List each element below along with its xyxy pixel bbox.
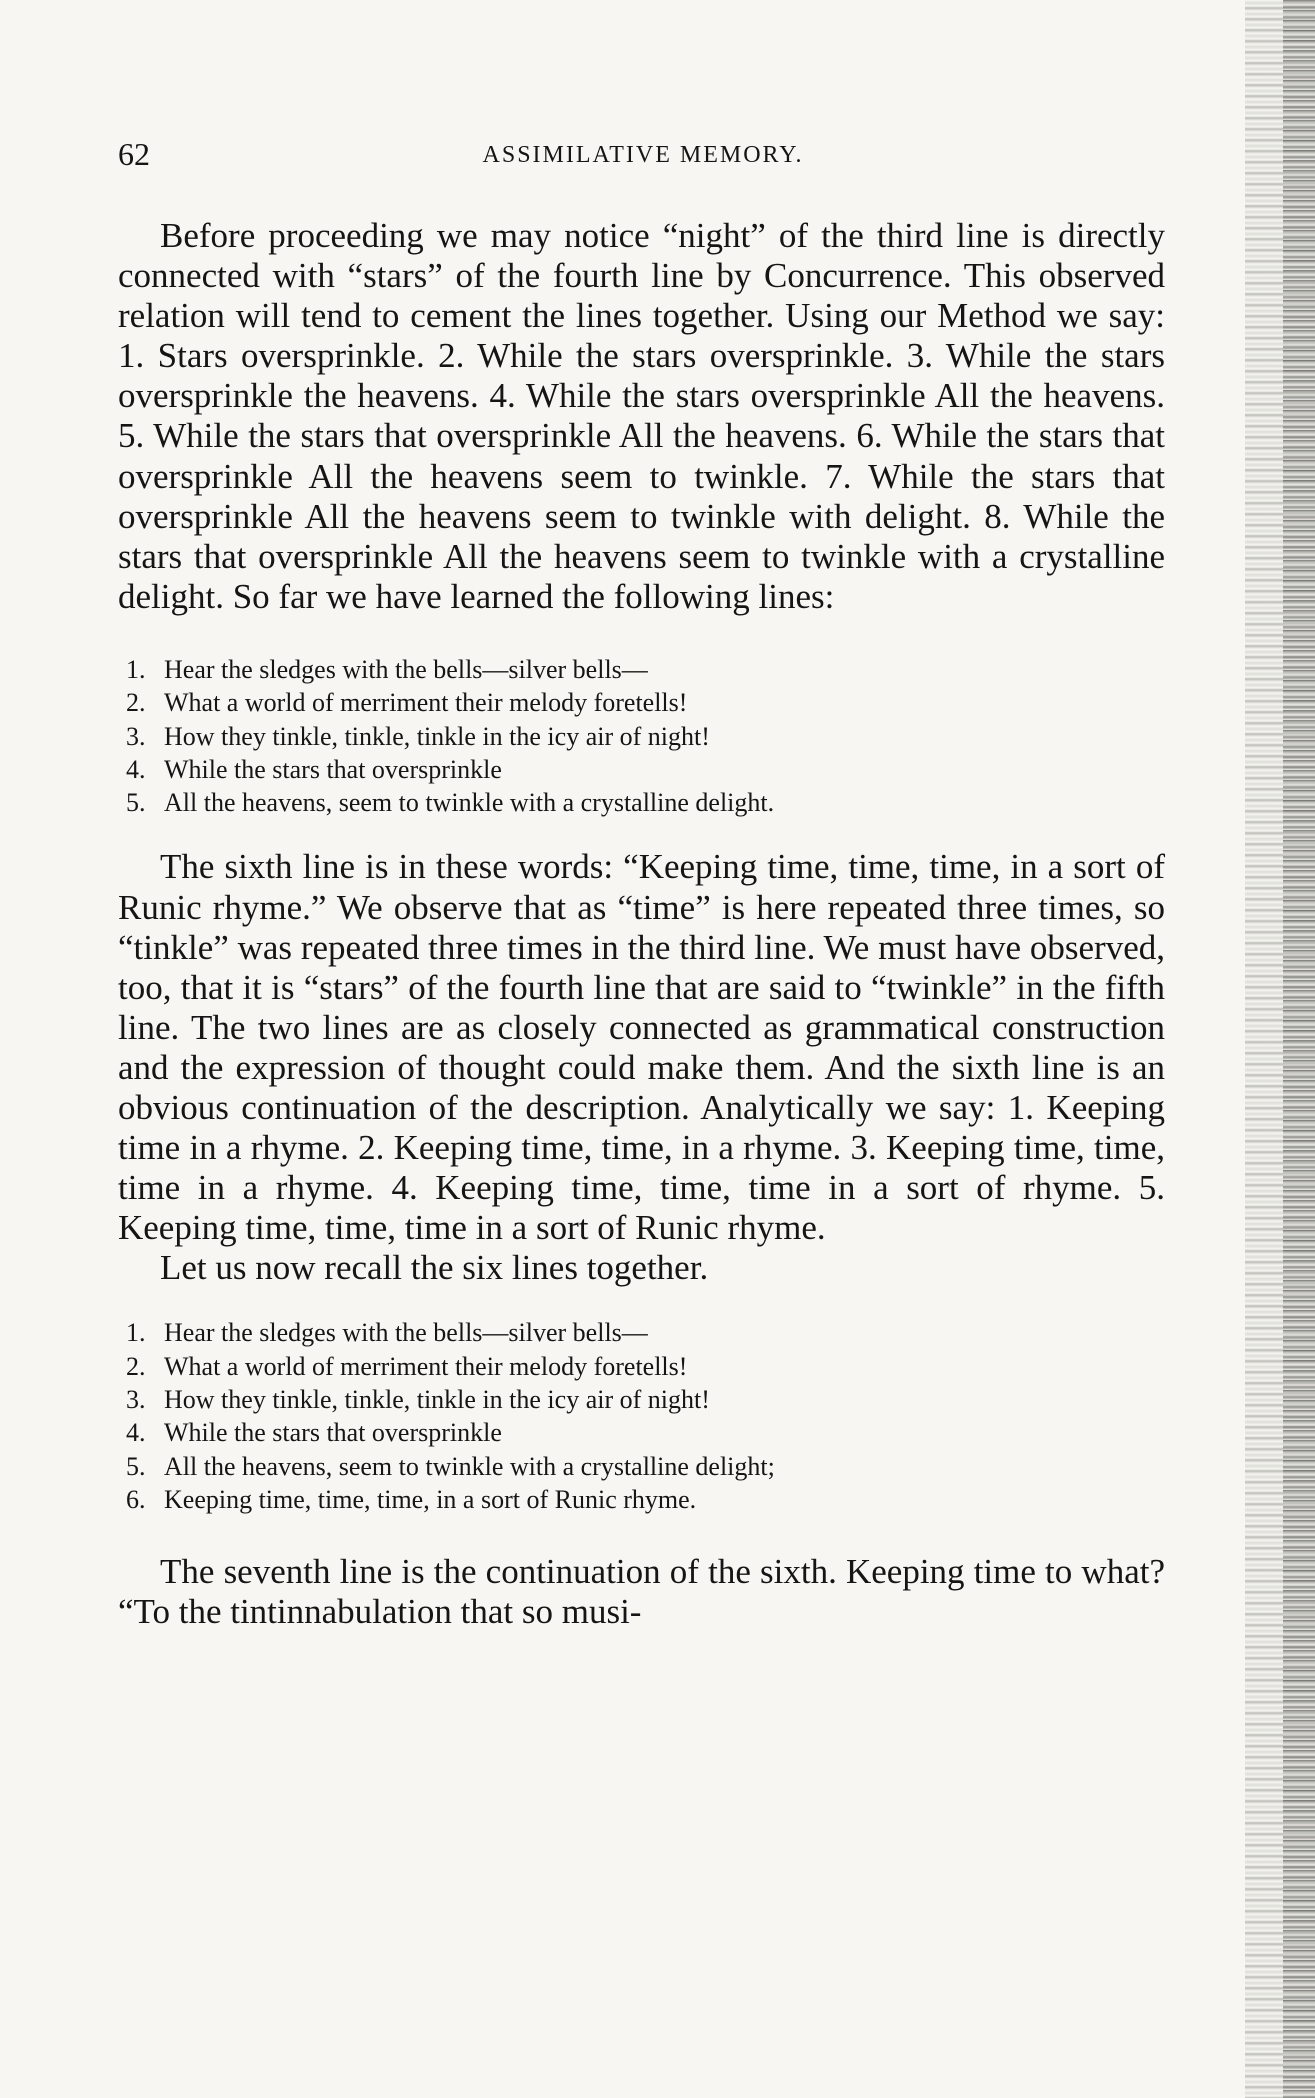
poem-line: 5. All the heavens, seem to twinkle with a crystalline delight. (126, 788, 775, 818)
page-edge-shadow (1283, 0, 1315, 2098)
poem-line: 1. Hear the sledges with the bells—silver bells— (126, 654, 648, 684)
poem-line: 2. What a world of merriment their melody foretells! (126, 688, 688, 718)
poem-line: 3. How they tinkle, tinkle, tinkle in the icy air of night! (126, 721, 710, 751)
poem-line: 3. How they tinkle, tinkle, tinkle in the icy air of night! (126, 1385, 710, 1415)
paragraph-sixth-line: The sixth line is in these words: “Keeping time, time, time, in a sort of Runic rhyme.” We observe that as “time” is here repeated three times, so “tinkle” was repeated three times in the third line. We must have observed, too, that it is “stars” of the fourth line that are said to “twinkle” in the fifth line. The two lines are as closely connected as grammatical construction and the expression of thought could make them. And the sixth line is an obvious continuation of the description. Analytically we say: 1. Keeping time in a rhyme. 2. Keeping time, time, in a rhyme. 3. Keeping time, time, time in a rhyme. 4. Keeping time, time, time in a sort of rhyme. 5. Keeping time, time, time in a sort of Runic rhyme. (118, 847, 1165, 1248)
poem-line: 4. While the stars that oversprinkle (126, 754, 502, 784)
page-header (118, 136, 1168, 186)
paragraph-seventh-line: The seventh line is the continuation of the sixth. Keeping time to what? “To the tintinnabulation that so musi- (118, 1552, 1165, 1632)
poem-line: 4. While the stars that oversprinkle (126, 1418, 502, 1448)
poem-lines-six (118, 1316, 1165, 1516)
poem-line: 2. What a world of merriment their melody foretells! (126, 1351, 688, 1381)
poem-line: 6. Keeping time, time, time, in a sort of Runic rhyme. (126, 1484, 697, 1514)
page-number: 62 (118, 136, 150, 172)
running-head: ASSIMILATIVE MEMORY. (482, 142, 804, 168)
poem-lines-five (118, 653, 1165, 819)
paragraph-recall: Let us now recall the six lines together. (160, 1248, 709, 1288)
paragraph-method-stars: Before proceeding we may notice “night” of the third line is directly connected with “stars” of the fourth line by Concurrence. This observed relation will tend to cement the lines together. Using our Method we say: 1. Stars oversprinkle. 2. While the stars oversprinkle. 3. While the stars oversprinkle the heavens. 4. While the stars oversprinkle All the heavens. 5. While the stars that oversprinkle All the heavens. 6. While the stars that oversprinkle All the heavens seem to twinkle. 7. While the stars that oversprinkle All the heavens seem to twinkle with delight. 8. While the stars that oversprinkle All the heavens seem to twinkle with a crystalline delight. So far we have learned the following lines: (118, 216, 1165, 616)
poem-line: 5. All the heavens, seem to twinkle with a crystalline delight; (126, 1451, 775, 1481)
page-body (118, 216, 1165, 1632)
poem-line: 1. Hear the sledges with the bells—silver bells— (126, 1318, 648, 1348)
